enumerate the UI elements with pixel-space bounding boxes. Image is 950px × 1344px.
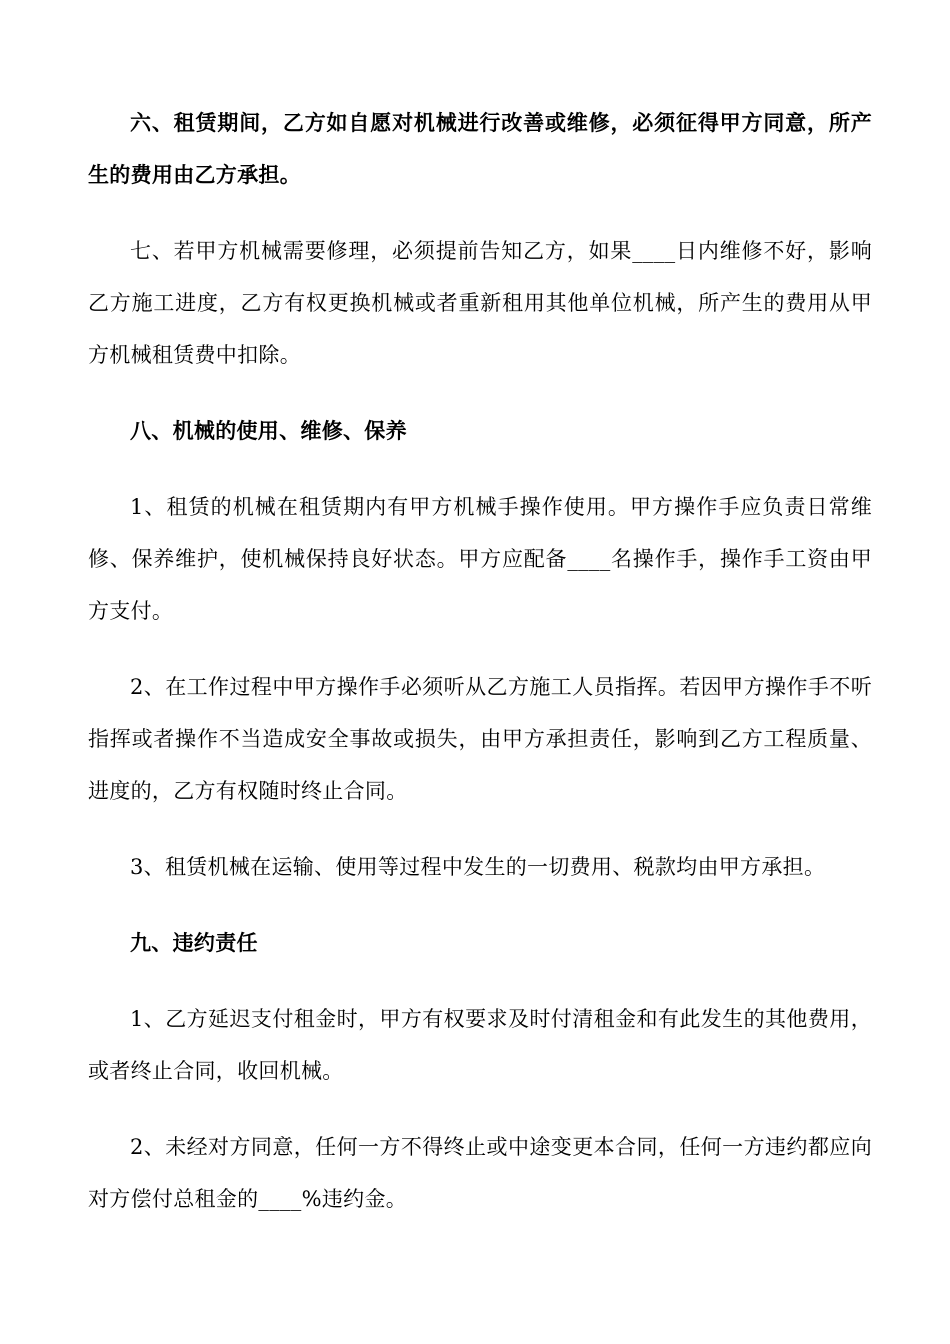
section-heading-8: 八、机械的使用、维修、保养 — [130, 418, 407, 443]
spacer — [88, 969, 872, 993]
spacer — [88, 457, 872, 481]
clause-6: 六、租赁期间，乙方如自愿对机械进行改善或维修，必须征得甲方同意，所产生的费用由乙方承担。 — [88, 110, 872, 187]
document-page — [88, 97, 872, 1225]
spacer — [88, 817, 872, 841]
clause-8-3: 3、租赁机械在运输、使用等过程中发生的一切费用、税款均由甲方承担。 — [130, 855, 826, 879]
clause-9-2: 2、未经对方同意，任何一方不得终止或中途变更本合同，任何一方违约都应向对方偿付总租金的____%违约金。 — [88, 1135, 872, 1211]
section-heading-9: 九、违约责任 — [130, 930, 258, 955]
spacer — [88, 201, 872, 225]
spacer — [88, 1097, 872, 1121]
spacer — [88, 893, 872, 917]
clause-9-1: 1、乙方延迟支付租金时，甲方有权要求及时付清租金和有此发生的其他费用，或者终止合同，收回机械。 — [88, 1007, 872, 1083]
spacer — [88, 637, 872, 661]
clause-8-1: 1、租赁的机械在租赁期内有甲方机械手操作使用。甲方操作手应负责日常维修、保养维护，使机械保持良好状态。甲方应配备____名操作手，操作手工资由甲方支付。 — [88, 495, 872, 623]
spacer — [88, 381, 872, 405]
clause-7: 七、若甲方机械需要修理，必须提前告知乙方，如果____日内维修不好，影响乙方施工进度，乙方有权更换机械或者重新租用其他单位机械，所产生的费用从甲方机械租赁费中扣除。 — [88, 239, 872, 367]
clause-8-2: 2、在工作过程中甲方操作手必须听从乙方施工人员指挥。若因甲方操作手不听指挥或者操作不当造成安全事故或损失，由甲方承担责任，影响到乙方工程质量、进度的，乙方有权随时终止合同。 — [88, 675, 872, 803]
